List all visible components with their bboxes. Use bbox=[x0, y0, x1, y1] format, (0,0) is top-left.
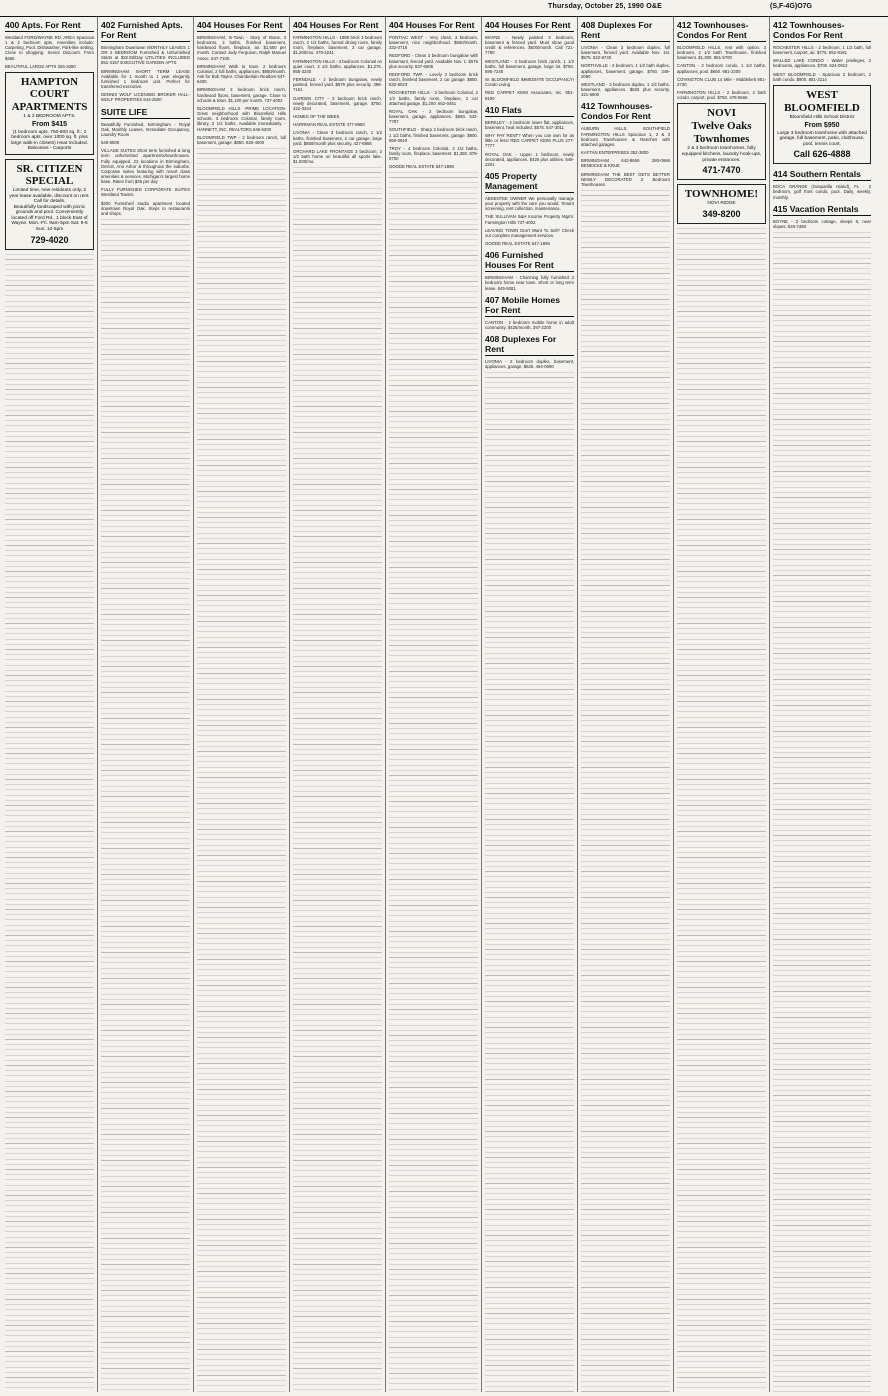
classified-ad: GOODE REAL ESTATE 647-1896 bbox=[485, 241, 550, 247]
classified-ad: NORTHVILLE - 2 bedroom, 1 1/2 bath duplex, appliances, basement, garage. $750. 349-2060 bbox=[581, 63, 670, 79]
display-ad-title: NOVI bbox=[707, 107, 736, 120]
display-ad-subtitle: 1 & 2 BEDROOM APTS. bbox=[23, 113, 76, 119]
classified-ad: WESTLAND - 3 bedroom duplex, 1 1/2 baths, basement, appliances. $625 plus security. 421-5600 bbox=[581, 81, 670, 98]
classified-ad: BLOOMFIELD HILLS, rent with option. 3 bedroom, 2 1/2 bath Townhouse, finished basement. $1,300. 851-5700 bbox=[677, 45, 766, 61]
display-ad-subtitle: Limited time, new residents only, 2 year lease available, discount on rent. Call for details. bbox=[9, 187, 90, 205]
display-ad-subtitle: Bloomfield Hills School District bbox=[789, 114, 855, 120]
classified-ad: ORCHARD LAKE FRONTAGE 3 bedroom, 2 1/2 bath home on beautiful all sports lake. $1,600/mo. bbox=[293, 148, 382, 165]
classified-ad: FARMINGTON HILLS - 3 bedroom Colonial on quiet court, 2 1/2 baths, appliances. $1,275. 855-3240 bbox=[293, 58, 382, 74]
section-heading: 404 Houses For Rent bbox=[293, 19, 382, 32]
classified-ad: Westland FORD/WAYNE RD. AREA Spacious 1 & 2 bedroom apts. Amenities include: Carpeting, Pool, Dishwasher, Park-like setting, Close to shopping. Senior Discount. From $465 bbox=[5, 35, 94, 61]
classified-ad: DENNIS WOLF LICENSED BROKER HALL-WOLF PROPERTIES 644-2500 bbox=[101, 92, 190, 103]
classified-ad: REDFORD - Clean 3 bedroom bungalow with basement, fenced yard. Available Nov. 1. $575 plus security. 537-6606 bbox=[389, 53, 478, 69]
classified-ad: BLOOMFIELD HILLS -PRIME LOCATION- Great neighborhood with Bloomfield Hills schools. 4 bedroom Colonial, family room, library, 2 1/2 baths. Available immediately. -HANNETT, INC. REALTORS 646-6200 bbox=[197, 105, 286, 132]
classified-ad: CANTON - 2 bedroom condo, 1 1/2 baths, appliances, pool. $650. 981-2200 bbox=[677, 63, 766, 74]
display-ad-title: Twelve Oaks bbox=[691, 120, 752, 133]
classified-ad: VILLAGE SUITES Short term furnished & long term unfurnished apartments/townhouses. Fully equipped. 22 locations in Birmingham, Detroit, Ann Arbor & throughout the suburbs. Corporate suites featuring with resort class amenities & services. Michigan's largest home base. Rates from $35 per day bbox=[101, 148, 190, 185]
classified-column bbox=[98, 17, 194, 1392]
section-heading: SUITE LIFE bbox=[101, 106, 190, 119]
section-heading: 400 Apts. For Rent bbox=[5, 19, 94, 32]
display-ad-phone: Call 626-4888 bbox=[793, 149, 851, 160]
display-ad-title: HAMPTON COURT bbox=[20, 75, 79, 100]
section-heading: 412 Townhouses-Condos For Rent bbox=[581, 100, 670, 123]
classified-column bbox=[674, 17, 770, 1392]
newsprint-texture bbox=[389, 172, 478, 1392]
section-heading: 412 Townhouses-Condos For Rent bbox=[677, 19, 766, 42]
classified-ad: BIRMINGHAM 3 bedroom brick ranch, hardwood floors, basement, garage. Close to schools & town. $1,100 per month. 737-4002 bbox=[197, 87, 286, 103]
section-heading: 402 Furnished Apts. For Rent bbox=[101, 19, 190, 42]
classified-column bbox=[482, 17, 578, 1392]
classified-ad: WEST BLOOMFIELD - Spacious 2 bedroom, 2 bath condo. $900. 851-3214 bbox=[773, 71, 871, 82]
newsprint-texture bbox=[773, 232, 871, 1392]
display-ad-box bbox=[677, 184, 766, 224]
display-ad-price: From $950 bbox=[804, 121, 840, 129]
classified-ad: TROY - 4 bedroom Colonial, 2 1/2 baths, family room, fireplace, basement. $1,350. 879-0700 bbox=[389, 145, 478, 162]
newsprint-texture bbox=[581, 190, 670, 1392]
classified-ad: HARRIMAN REAL ESTATE 477-8950 bbox=[293, 122, 365, 128]
classified-ad: BEAUTIFUL LARGE APTS 326-3280 bbox=[5, 63, 76, 69]
section-heading: 404 Houses For Rent bbox=[389, 19, 478, 32]
section-heading: 407 Mobile Homes For Rent bbox=[485, 294, 574, 317]
classified-ad: WESTLAND - 3 bedroom brick ranch, 1 1/2 baths, full basement, garage, large lot. $750. 595-7245 bbox=[485, 58, 574, 74]
page-masthead bbox=[0, 0, 888, 17]
classified-column bbox=[194, 17, 290, 1392]
classified-ad: BIRMINGHAM 642-8666 280-0666 BENEICKE & KRUE bbox=[581, 158, 670, 169]
classified-ad: BIRMINGHAM Walk to town, 2 bedroom Colonial, 2 full baths, appliances, $950/month. Ask for Bob Taylor. Chamberlain Realtors 647-6400. bbox=[197, 63, 286, 85]
section-heading: 408 Duplexes For Rent bbox=[485, 333, 574, 356]
display-ad-phone: 729-4020 bbox=[30, 234, 69, 245]
classified-ad: THE SULLIVAN S&H Income Property Mgmt. Farmington Hills 737-4002 bbox=[485, 214, 574, 225]
newsprint-texture bbox=[677, 228, 766, 1392]
section-heading: 412 Townhouses-Condos For Rent bbox=[773, 19, 871, 42]
classified-column bbox=[386, 17, 482, 1392]
classified-column bbox=[770, 17, 874, 1392]
classified-column bbox=[578, 17, 674, 1392]
section-heading: 406 Furnished Houses For Rent bbox=[485, 249, 574, 272]
newsprint-texture bbox=[101, 219, 190, 1392]
classified-ad: W. BLOOMFIELD IMMEDIATE OCCUPANCY! Condo Living bbox=[485, 77, 574, 88]
display-ad-phone: 349-8200 bbox=[702, 208, 741, 219]
classified-ad: BOCA GRANDE (Gasparilla Island), FL - 2 bedroom, golf front condo, pool. Daily, weekly, monthly. bbox=[773, 184, 871, 200]
classified-ad: GARDEN CITY - 3 bedroom brick ranch, newly decorated, basement, garage. $750. 422-3344 bbox=[293, 95, 382, 111]
display-ad-price: From $415 bbox=[31, 120, 68, 128]
display-ad-box bbox=[773, 85, 871, 164]
display-ad-title: TOWNHOME! bbox=[684, 188, 759, 201]
display-ad-text: (1 bedroom apts. 750-800 sq. ft.; 2 bedroom apts. over 1000 sq. ft. plus large walk-in closets) Heat Included. Balconies - Carports bbox=[10, 129, 89, 152]
section-heading: 405 Property Management bbox=[485, 170, 574, 193]
classified-ad: FARMINGTON HILLS - 1988 brick 3 bedroom ranch, 2 1/2 baths, formal dining room, family room, fireplace, basement, 2 car garage. $1,200/mo. 478-2241 bbox=[293, 35, 382, 56]
classified-ad: ROCHESTER HILLS - 3 bedroom Colonial, 2 1/2 baths, family room, fireplace, 2 car attached garage. $1,200. 652-0451 bbox=[389, 90, 478, 106]
classified-ad: KAFTAN ENTERPRISES 352-3800 bbox=[581, 150, 649, 156]
page-code: (S,F-4G)O7G bbox=[770, 3, 813, 10]
section-heading: 404 Houses For Rent bbox=[485, 19, 574, 32]
display-ad-text: Beautifully landscaped with picnic grounds and pool. Conveniently located off Ford Rd., 1 block East of Wayne. Mon.-Fri. 9am-5pm Sat. 9-5 Sun. 12-5pm bbox=[11, 204, 88, 233]
classified-ad: Beautifully Furnished, Birmingham - Royal Oak, Monthly Leases, Immediate Occupancy, Laundry Room bbox=[101, 121, 190, 137]
classified-ad: BIRMINGHAM - Charming fully furnished 2 bedroom home near town. Short or long term lease. 645-9281 bbox=[485, 275, 574, 291]
display-ad-title: SR. CITIZEN SPECIAL bbox=[16, 162, 83, 187]
classified-ad: FULLY FURNISHED CORPORATE SUITES Westland Towers bbox=[101, 187, 190, 198]
classified-page bbox=[2, 17, 886, 1392]
classified-ad: REDFORD TWP. - Lovely 3 bedroom brick ranch, finished basement, 2 car garage. $850. 532-8023 bbox=[389, 71, 478, 88]
classified-column bbox=[290, 17, 386, 1392]
issue-date: Thursday, October 25, 1990 O&E bbox=[548, 3, 663, 10]
newsprint-texture bbox=[197, 148, 286, 1392]
classified-ad: BIRMINGHAM, In-Town - Story of Stone, 3 bedrooms, 2 baths, finished basement, hardwood floors, fireplace, air. $1,500 per month. Contact Judy Ferguson, Ralph Manuel Assoc. 647-7100. bbox=[197, 35, 286, 61]
display-ad-text: 2 & 3 bedroom townhomes, fully equipped kitchens, laundry hook-ups, private entrances. bbox=[681, 146, 762, 163]
classified-ad: $400 Furnished studio apartment located downtown Royal Oak. Steps to restaurants and shops. bbox=[101, 200, 190, 216]
classified-ad: GOODE REAL ESTATE 647-1896 bbox=[389, 164, 454, 170]
classified-ad: BIRMINGHAM SHORT TERM LEASE Available for 1 month to 1 year elegantly furnished 1 bedroom unit. Perfect for transferred executive. bbox=[101, 68, 190, 90]
classified-ad: LIVONIA - Clean 2 bedroom duplex, full basement, fenced yard. Available Nov. 1st. $575. 522-8740 bbox=[581, 45, 670, 61]
display-ad-box bbox=[5, 159, 94, 250]
classified-ad: SOUTHFIELD - Sharp 3 bedroom brick ranch, 1 1/2 baths, finished basement, garage. $900. 559-0910 bbox=[389, 127, 478, 143]
display-ad-title: APARTMENTS bbox=[11, 100, 88, 113]
classified-ad: WALLED LAKE CONDO - Water privileges, 2 bedrooms, appliances. $700. 624-0912 bbox=[773, 58, 871, 69]
classified-ad: LEAVING TOWN Don't Want To Sell? Check our complete management services. bbox=[485, 227, 574, 238]
display-ad-box bbox=[5, 72, 94, 155]
classified-ad: 549-5500 bbox=[101, 140, 120, 146]
classified-ad: LIVONIA - Clean 3 bedroom ranch, 1 1/2 baths, finished basement, 2 car garage, large yard. $850/month plus security. 427-8866 bbox=[293, 130, 382, 146]
classified-ad: BIRMINGHAM THE BEST GETS BETTER NEWLY DECORATED 2 Bedroom Townhouses. bbox=[581, 171, 670, 187]
classified-ad: RED CARPET KEIM Associates, Inc. 851-9100 bbox=[485, 90, 574, 101]
display-ad-text: Large 3 bedroom townhome with attached garage, full basement, patio, clubhouse, pool, tennis court. bbox=[777, 130, 867, 147]
section-heading: 415 Vacation Rentals bbox=[773, 203, 871, 216]
classified-ad: CANTON - 2 bedroom mobile home in adult community. $425/month. 397-2200 bbox=[485, 319, 574, 330]
classified-ad: BOYNE - 2 bedroom cottage, sleeps 6, near slopes. 626-7460 bbox=[773, 218, 871, 229]
newsprint-texture bbox=[5, 254, 94, 1392]
classified-column bbox=[2, 17, 98, 1392]
display-ad-phone: 471-7470 bbox=[702, 165, 741, 176]
newsprint-texture bbox=[293, 167, 382, 1392]
display-ad-title: WEST bbox=[806, 88, 838, 101]
classified-ad: WAYNE - Newly painted 3 bedroom, basement & fenced yard. Must show good credit & references. $600/month. Call 721-7790 bbox=[485, 35, 574, 56]
section-heading: 410 Flats bbox=[485, 104, 574, 117]
newsprint-texture bbox=[485, 372, 574, 1392]
classified-ad: FERNDALE - 2 bedroom bungalow, newly painted, fenced yard. $575 plus security. 398-7161 bbox=[293, 77, 382, 93]
classified-ad: ROYAL OAK - Upper 1 bedroom, newly decorated, appliances. $425 plus utilities. 549-2201 bbox=[485, 151, 574, 167]
display-ad-box bbox=[677, 103, 766, 180]
classified-ad: HOMES OF THE WEEK bbox=[293, 114, 340, 120]
classified-ad: ROCHESTER HILLS - 2 bedroom, 1 1/2 bath, full basement, carport, air. $775. 652-8181 bbox=[773, 45, 871, 56]
classified-ad: BLOOMFIELD TWP - 2 bedroom ranch, full basement, garage. $850. 626-4000 bbox=[197, 134, 286, 145]
section-heading: 414 Southern Rentals bbox=[773, 168, 871, 181]
classified-ad: COVINGTON CLUB 14 Mile - Middlebelt 851-2730 bbox=[677, 76, 766, 87]
display-ad-title: BLOOMFIELD bbox=[784, 101, 860, 114]
classified-ad: ABSENTEE OWNER We personally manage your property with the care you would. Tenant screening, rent collection, maintenance. bbox=[485, 195, 574, 212]
classified-ad: BERKLEY - 2 bedroom lower flat, appliances, basement, heat included. $575. 547-3011 bbox=[485, 119, 574, 130]
section-heading: 404 Houses For Rent bbox=[197, 19, 286, 32]
classified-ad: Birmingham Downtown MONTHLY LEASES 1 OR 2 BEDROOM Furnished & Unfurnished Starts at $32.50/Day UTILITIES INCLUDED 851-4157 EXECUTIVE GARDEN APTS bbox=[101, 45, 190, 66]
display-ad-title: Townhomes bbox=[693, 133, 750, 146]
display-ad-text: NOVI RIDGE bbox=[707, 201, 736, 207]
classified-ad: AUBURN HILLS, SOUTHFIELD FARMINGTON HILLS Spacious 1, 2 & 3 bedroom Townhouses & Ranches with attached garages. bbox=[581, 126, 670, 147]
classified-ad: LIVONIA - 2 bedroom duplex, basement, appliances, garage. $625. 464-0090 bbox=[485, 359, 574, 370]
classified-ad: WHY PAY RENT? When you can own for as little or less! RED CARPET KEIM PLUS 277-7777 bbox=[485, 133, 574, 149]
classified-ad: FARMINGTON HILLS - 2 bedroom, 2 bath condo, carport, pool. $750. 478-5566 bbox=[677, 90, 766, 101]
classified-ad: PONTIAC WEST - Very clean, 3 bedroom, basement, nice neighborhood. $550/month. 332-0716 bbox=[389, 35, 478, 51]
section-heading: 408 Duplexes For Rent bbox=[581, 19, 670, 42]
classified-ad: ROYAL OAK - 2 bedroom bungalow, basement, garage, appliances. $650. 542-7787 bbox=[389, 108, 478, 125]
